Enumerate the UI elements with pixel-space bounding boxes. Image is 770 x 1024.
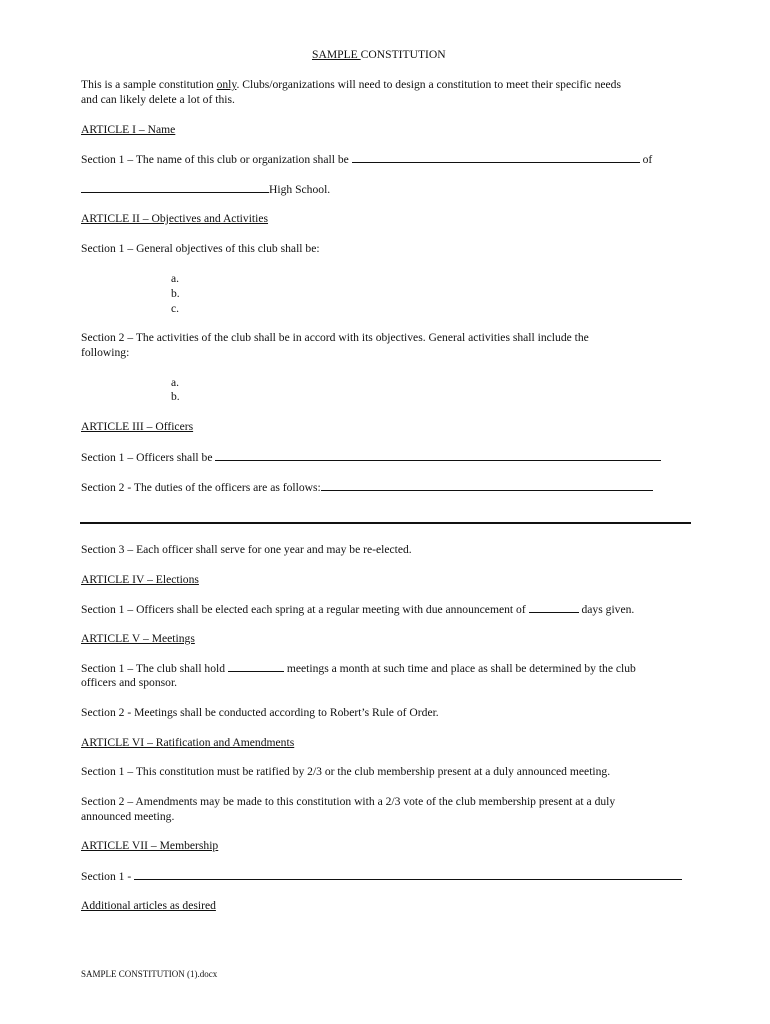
article-3-heading: ARTICLE III – Officers	[81, 420, 194, 433]
article-4-section-1-end: days given.	[578, 603, 635, 616]
article-3-section-3: Section 3 – Each officer shall serve for one year and may be re-elected.	[81, 543, 412, 556]
school-name-blank[interactable]	[81, 181, 269, 193]
meetings-count-blank[interactable]	[228, 660, 284, 672]
file-name-footer: SAMPLE CONSTITUTION (1).docx	[81, 969, 218, 979]
intro-only: only	[216, 78, 237, 91]
objective-item-a: a.	[171, 272, 180, 285]
article-5-section-1-text: Section 1 – The club shall hold	[81, 662, 228, 675]
article-7-heading: ARTICLE VII – Membership	[81, 839, 219, 852]
article-4-section-1-text: Section 1 – Officers shall be elected each spring at a regular meeting with due announcement of	[81, 603, 529, 616]
additional-articles: Additional articles as desired	[81, 899, 216, 912]
activity-item-a: a.	[171, 376, 180, 389]
objective-item-c: c.	[171, 302, 180, 315]
article-1-section-1-text: Section 1 – The name of this club or organization shall be	[81, 153, 352, 166]
officers-blank[interactable]	[215, 449, 661, 461]
article-3-section-2	[81, 479, 653, 495]
article-2-heading: ARTICLE II – Objectives and Activities	[81, 212, 269, 225]
article-2-section-2-line-2: following:	[81, 346, 130, 359]
article-6-heading: ARTICLE VI – Ratification and Amendments	[81, 736, 295, 749]
membership-blank[interactable]	[134, 868, 682, 880]
title-rest: CONSTITUTION	[360, 48, 446, 61]
intro-line-2: and can likely delete a lot of this.	[81, 93, 235, 106]
article-4-heading: ARTICLE IV – Elections	[81, 573, 199, 586]
article-2-section-1: Section 1 – General objectives of this club shall be:	[81, 242, 320, 255]
intro-line-1	[81, 77, 621, 92]
article-1-heading: ARTICLE I – Name	[81, 123, 176, 136]
article-7-section-1-text: Section 1 -	[81, 870, 135, 883]
article-6-section-1: Section 1 – This constitution must be ratified by 2/3 or the club membership present at a duly announced meeting.	[81, 765, 611, 778]
intro-text: This is a sample constitution	[81, 78, 217, 91]
article-5-section-1	[81, 660, 636, 676]
objective-item-b: b.	[171, 287, 180, 300]
days-blank[interactable]	[529, 601, 579, 613]
activity-item-b: b.	[171, 390, 180, 403]
document-title	[312, 47, 446, 62]
article-3-section-1	[81, 449, 661, 465]
article-6-section-2-line-2: announced meeting.	[81, 810, 175, 823]
article-3-section-1-text: Section 1 – Officers shall be	[81, 451, 216, 464]
article-1-school-text: High School.	[269, 183, 331, 196]
duties-blank[interactable]	[321, 479, 653, 491]
article-5-heading: ARTICLE V – Meetings	[81, 632, 195, 645]
article-6-section-2-line-1: Section 2 – Amendments may be made to this constitution with a 2/3 vote of the club membership present at a duly	[81, 795, 616, 808]
club-name-blank[interactable]	[352, 151, 640, 163]
article-1-section-1-of: of	[642, 153, 653, 166]
article-7-section-1	[81, 868, 682, 884]
article-3-section-2-text: Section 2 - The duties of the officers are as follows:	[81, 481, 321, 494]
article-5-section-2: Section 2 - Meetings shall be conducted according to Robert’s Rule of Order.	[81, 706, 439, 719]
article-5-section-1-end: meetings a month at such time and place as shall be determined by the club	[283, 662, 636, 675]
article-4-section-1	[81, 601, 634, 617]
intro-text-cont: . Clubs/organizations will need to design a constitution to meet their specific needs	[236, 78, 621, 91]
article-5-section-1-line-2: officers and sponsor.	[81, 676, 178, 689]
article-2-section-2-line-1: Section 2 – The activities of the club shall be in accord with its objectives. General activities shall include the	[81, 331, 589, 344]
duties-continuation-line[interactable]	[80, 522, 691, 524]
article-1-section-1	[81, 151, 652, 167]
article-1-school-line	[81, 181, 330, 197]
title-underlined: SAMPLE	[312, 48, 361, 61]
